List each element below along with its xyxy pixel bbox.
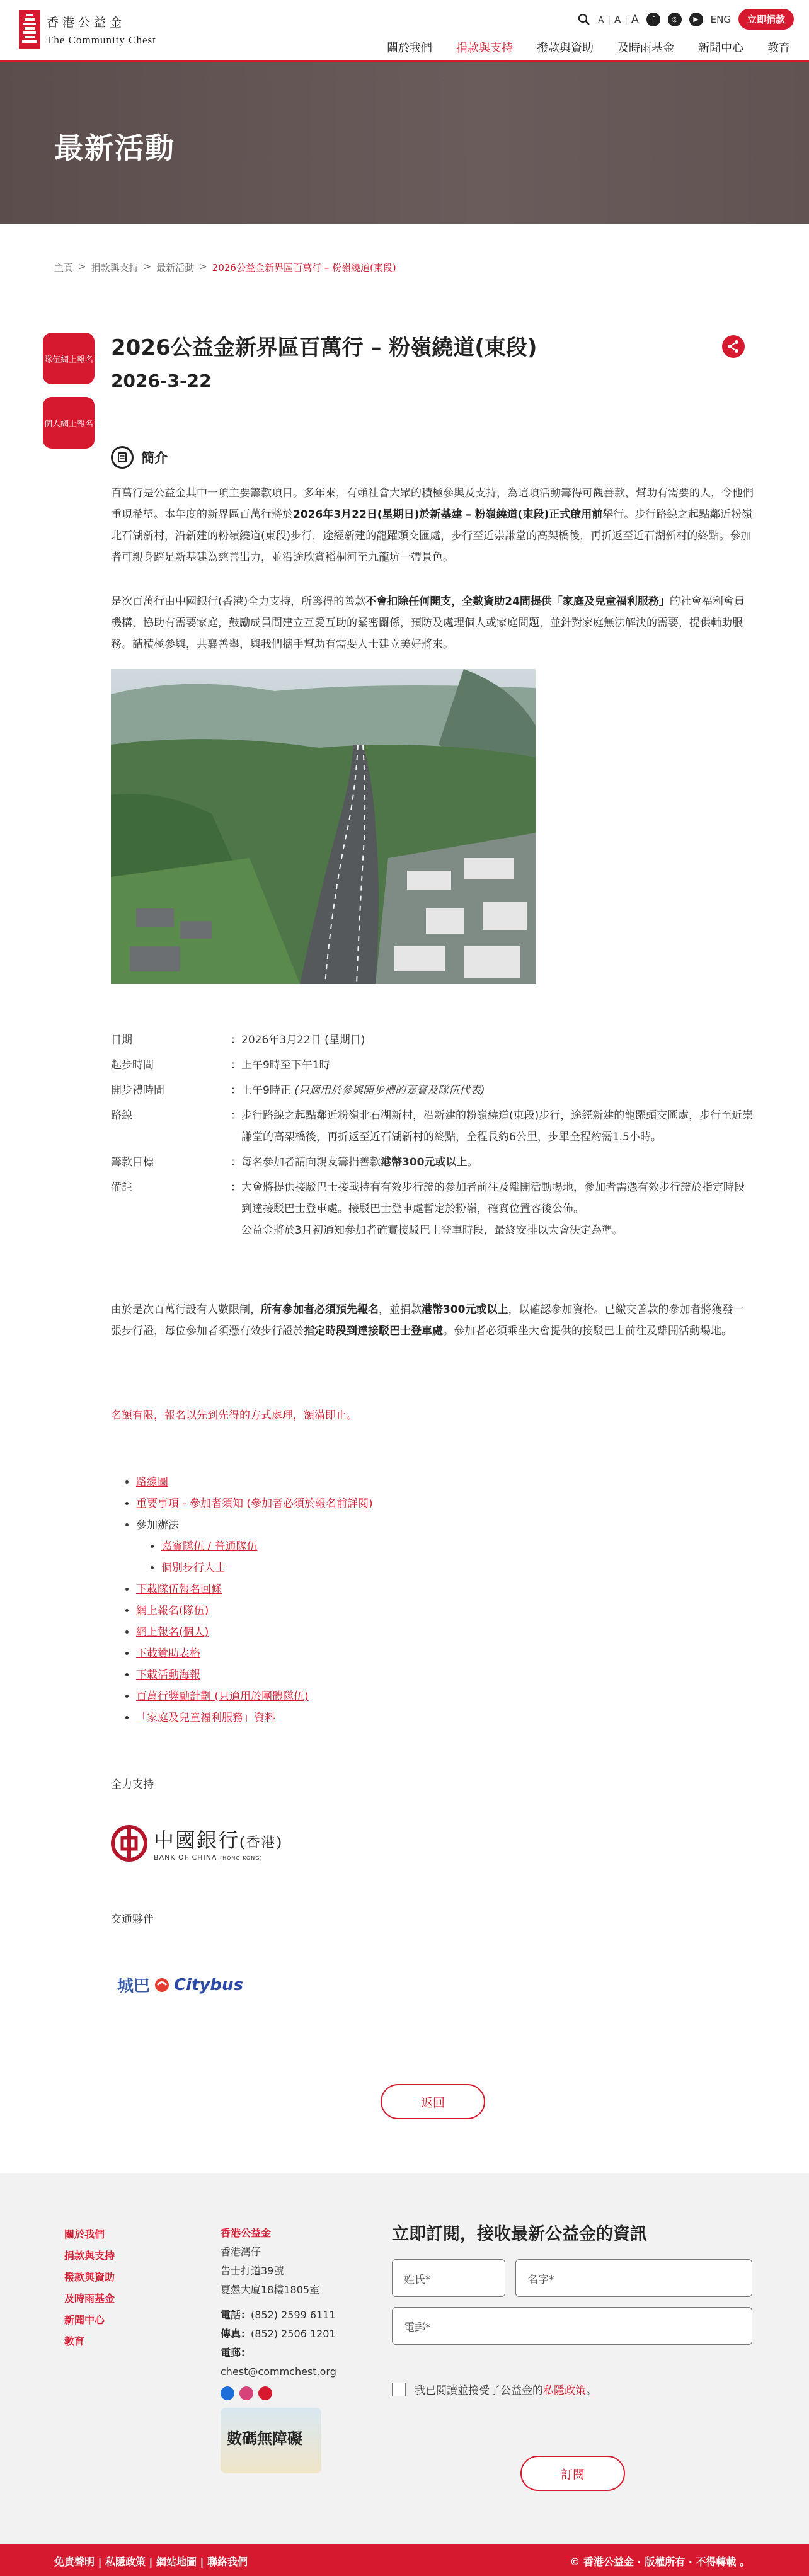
link-team-methods[interactable]: 嘉賓隊伍 / 普通隊伍 [161, 1540, 258, 1553]
info-row-remarks: 備註 ： 大會將提供接駁巴士接載持有有效步行證的參加者前往及離開活動場地，參加者需憑有效步行證於指定時段到達接駁巴士登車處。接駁巴士登車處暫定於粉嶺，確實位置容後公佈。 公益金將於3月初通知參加者確實接駁巴士登車時段，最終安排以大會決定為準。 [111, 1181, 745, 1237]
copyright: © 香港公益金 · 版權所有 · 不得轉載 。 [570, 2556, 750, 2568]
subscribe-button[interactable]: 訂閱 [520, 2456, 625, 2491]
donate-now-button[interactable]: 立即捐款 [738, 9, 794, 30]
link-individual-online[interactable]: 網上報名(個人) [136, 1626, 209, 1639]
bottom-links[interactable]: 免責聲明 | 私隱政策 | 網站地圖 | 聯絡我們 [54, 2556, 248, 2568]
boc-emblem-icon [111, 1825, 147, 1862]
subscribe-title: 立即訂閱，接收最新公益金的資訊 [392, 2224, 647, 2244]
site-logo[interactable] [19, 10, 156, 49]
breadcrumb-current: 2026公益金新界區百萬行 – 粉嶺繞道(東段) [212, 262, 396, 273]
breadcrumb-activities[interactable]: 最新活動 [156, 262, 195, 273]
footer-address-3: 夏慤大廈18樓1805室 [221, 2284, 320, 2296]
font-size-medium[interactable]: A [614, 13, 621, 25]
youtube-icon[interactable]: ▶ [689, 13, 703, 26]
citybus-logo [117, 1973, 243, 1996]
footer-link-news[interactable]: 新聞中心 [64, 2314, 105, 2326]
registration-paragraph: 由於是次百萬行設有人數限制，所有參加者必須預先報名，並捐款港幣300元或以上，以確認參加資格。已繳交善款的參加者將獲發一張步行證，每位參加者須憑有效步行證於指定時段到達接駁巴士登車處。參加者必須乘坐大會提供的接駁巴士前往及離開活動場地。 [111, 1303, 744, 1337]
footer-facebook-icon[interactable] [221, 2386, 234, 2400]
footer-nav [64, 2224, 115, 2352]
link-reward-scheme[interactable]: 百萬行獎勵計劃 (只適用於團體隊伍) [136, 1690, 309, 1703]
font-size-small[interactable]: A [598, 15, 604, 25]
given-name-field[interactable]: 名字* [515, 2259, 752, 2297]
footer-address-1: 香港灣仔 [221, 2246, 261, 2258]
footer-email[interactable]: chest@commchest.org [221, 2366, 336, 2378]
intro-paragraph-2: 是次百萬行由中國銀行(香港)全力支持，所籌得的善款不會扣除任何開支，全數資助24間提供「家庭及兒童福利服務」的社會福利會員機構，協助有需要家庭，鼓勵成員間建立互愛互助的緊密關係，預防及處理個人或家庭問題，並針對家庭無法解決的需要，提供輔助服務。請積極參與，共襄善舉，與我們攜手幫助有需要人士建立美好將來。 [111, 595, 745, 651]
logo-english-name: The Community Chest [47, 33, 156, 46]
sponsor-label: 全力支持 [111, 1778, 154, 1791]
citybus-chinese: 城巴 [117, 1977, 151, 1996]
nav-donate-support[interactable]: 捐款與支持 [456, 42, 513, 55]
boc-chinese-name: 中國銀行 [154, 1828, 240, 1852]
event-title: 2026公益金新界區百萬行 – 粉嶺繞道(東段) [111, 335, 537, 360]
link-route-map[interactable]: 路線圖 [136, 1476, 168, 1489]
privacy-checkbox[interactable] [392, 2383, 406, 2396]
site-header [0, 0, 809, 62]
share-icon[interactable] [722, 335, 745, 358]
bottom-bar [0, 2544, 809, 2576]
email-field[interactable]: 電郵* [392, 2307, 752, 2345]
participation-methods-label: 參加辦法 [136, 1519, 179, 1531]
info-row-ceremony-time: 開步禮時間 ： 上午9時正 (只適用於參與開步禮的嘉賓及隊伍代表) [111, 1084, 485, 1097]
bank-of-china-logo [111, 1824, 283, 1862]
link-team-form-download[interactable]: 下載隊伍報名回條 [136, 1583, 222, 1596]
footer-org-name: 香港公益金 [221, 2227, 272, 2239]
site-footer [0, 2173, 809, 2544]
award-text: 數碼無障礙 [227, 2430, 302, 2447]
nav-timely-fund[interactable]: 及時雨基金 [617, 42, 674, 55]
team-online-registration-button[interactable]: 隊伍網上報名 [43, 333, 95, 384]
event-route-photo [111, 669, 536, 984]
footer-link-grants[interactable]: 撥款與資助 [64, 2271, 115, 2283]
footer-link-about[interactable]: 關於我們 [64, 2228, 105, 2240]
footer-youtube-icon[interactable] [258, 2386, 272, 2400]
info-row-route: 路線 ： 步行路線之起點鄰近粉嶺北石湖新村，沿新建的粉嶺繞道(東段)步行，途經新建的龍躍頭交匯處，步行至近崇謙堂的高架橋後，再折返至近石湖新村的終點，全程長約6公里，步畢全程約需1.5小時。 [111, 1109, 754, 1143]
document-icon [111, 446, 134, 469]
utility-bar [578, 9, 794, 30]
intro-heading [111, 446, 168, 469]
banner-title: 最新活動 [54, 131, 175, 165]
back-button[interactable]: 返回 [381, 2084, 485, 2119]
nav-news[interactable]: 新聞中心 [698, 42, 743, 55]
privacy-consent: 我已閱讀並接受了公益金的私隱政策。 [392, 2381, 597, 2397]
citybus-swirl-icon [154, 1977, 170, 1993]
intro-paragraph-1: 百萬行是公益金其中一項主要籌款項目。多年來，有賴社會大眾的積極參與及支持，為這項活動籌得可觀善款，幫助有需要的人，令他們重現希望。本年度的新界區百萬行將於2026年3月22日(星期日)於新基建 – 粉嶺繞道(東段)正式啟用前舉行。步行路線之起點鄰近粉嶺北石湖新村，沿新建的粉嶺繞道(東段)步行，途經新建的龍躍頭交匯處，步行至近崇謙堂的高架橋後，再折返至近石湖新村的終點。參加者可親身踏足新基建為慈善出力，並沿途欣賞稻桐河至九龍坑一帶景色。 [111, 487, 754, 564]
footer-contact [221, 2224, 336, 2473]
link-important-notice[interactable]: 重要事項 - 參加者須知 (參加者必須於報名前詳閱) [136, 1497, 373, 1510]
quota-notice: 名額有限，報名以先到先得的方式處理，額滿即止。 [111, 1409, 357, 1422]
language-switch[interactable]: ENG [710, 13, 731, 25]
resource-links [136, 1472, 373, 1729]
footer-fax: 傳真：(852) 2506 1201 [221, 2328, 336, 2340]
boc-english-suffix: (HONG KONG) [219, 1855, 263, 1861]
font-size-controls: A | A | A [598, 13, 639, 26]
footer-social [221, 2386, 336, 2400]
footer-tel: 電話：(852) 2599 6111 [221, 2309, 336, 2321]
main-nav [387, 39, 790, 55]
link-poster[interactable]: 下載活動海報 [136, 1669, 200, 1681]
transport-partner-label: 交通夥伴 [111, 1913, 154, 1926]
boc-english-name: BANK OF CHINA [154, 1853, 217, 1862]
event-info-table [111, 1029, 754, 1241]
individual-online-registration-button[interactable]: 個人網上報名 [43, 397, 95, 449]
page-banner [0, 62, 809, 224]
footer-instagram-icon[interactable] [239, 2386, 253, 2400]
citybus-english: Citybus [174, 1975, 243, 1995]
event-date: 2026-3-22 [111, 370, 212, 391]
info-row-date: 日期 ： 2026年3月22日 (星期日) [111, 1034, 365, 1046]
search-icon[interactable] [578, 13, 590, 26]
intro-heading-label: 簡介 [141, 450, 168, 466]
link-family-services[interactable]: 「家庭及兒童福利服務」資料 [136, 1712, 275, 1724]
nav-education[interactable]: 教育 [767, 42, 790, 55]
facebook-icon[interactable]: f [646, 13, 660, 26]
logo-pagoda-icon [19, 10, 40, 49]
breadcrumb-donate[interactable]: 捐款與支持 [91, 262, 139, 273]
link-sponsor-form[interactable]: 下載贊助表格 [136, 1647, 200, 1660]
privacy-policy-link[interactable]: 私隱政策 [543, 2384, 586, 2397]
footer-link-education[interactable]: 教育 [64, 2335, 85, 2347]
font-size-large[interactable]: A [631, 13, 639, 26]
instagram-icon[interactable]: ◎ [668, 13, 682, 26]
footer-email-label: 電郵： [221, 2347, 251, 2359]
link-individual-methods[interactable]: 個別步行人士 [161, 1562, 226, 1574]
footer-address-2: 告士打道39號 [221, 2265, 284, 2277]
info-row-start-time: 起步時間 ： 上午9時至下午1時 [111, 1059, 330, 1072]
boc-hk-suffix: (香港) [239, 1835, 284, 1851]
info-row-target: 籌款目標 ： 每名參加者請向親友籌捐善款港幣300元或以上。 [111, 1156, 478, 1169]
breadcrumb: 主頁 > 捐款與支持 > 最新活動 > 2026公益金新界區百萬行 – 粉嶺繞道(東段) [54, 261, 396, 273]
breadcrumb-home[interactable]: 主頁 [54, 262, 74, 273]
nav-about[interactable]: 關於我們 [387, 42, 432, 55]
logo-chinese-name: 香港公益金 [47, 15, 126, 30]
link-team-online[interactable]: 網上報名(隊伍) [136, 1605, 209, 1617]
nav-grants[interactable]: 撥款與資助 [537, 42, 594, 55]
footer-link-timely[interactable]: 及時雨基金 [64, 2293, 115, 2304]
surname-field[interactable]: 姓氏* [392, 2259, 505, 2297]
accessibility-award-badge [221, 2408, 321, 2473]
footer-link-donate[interactable]: 捐款與支持 [64, 2250, 115, 2262]
